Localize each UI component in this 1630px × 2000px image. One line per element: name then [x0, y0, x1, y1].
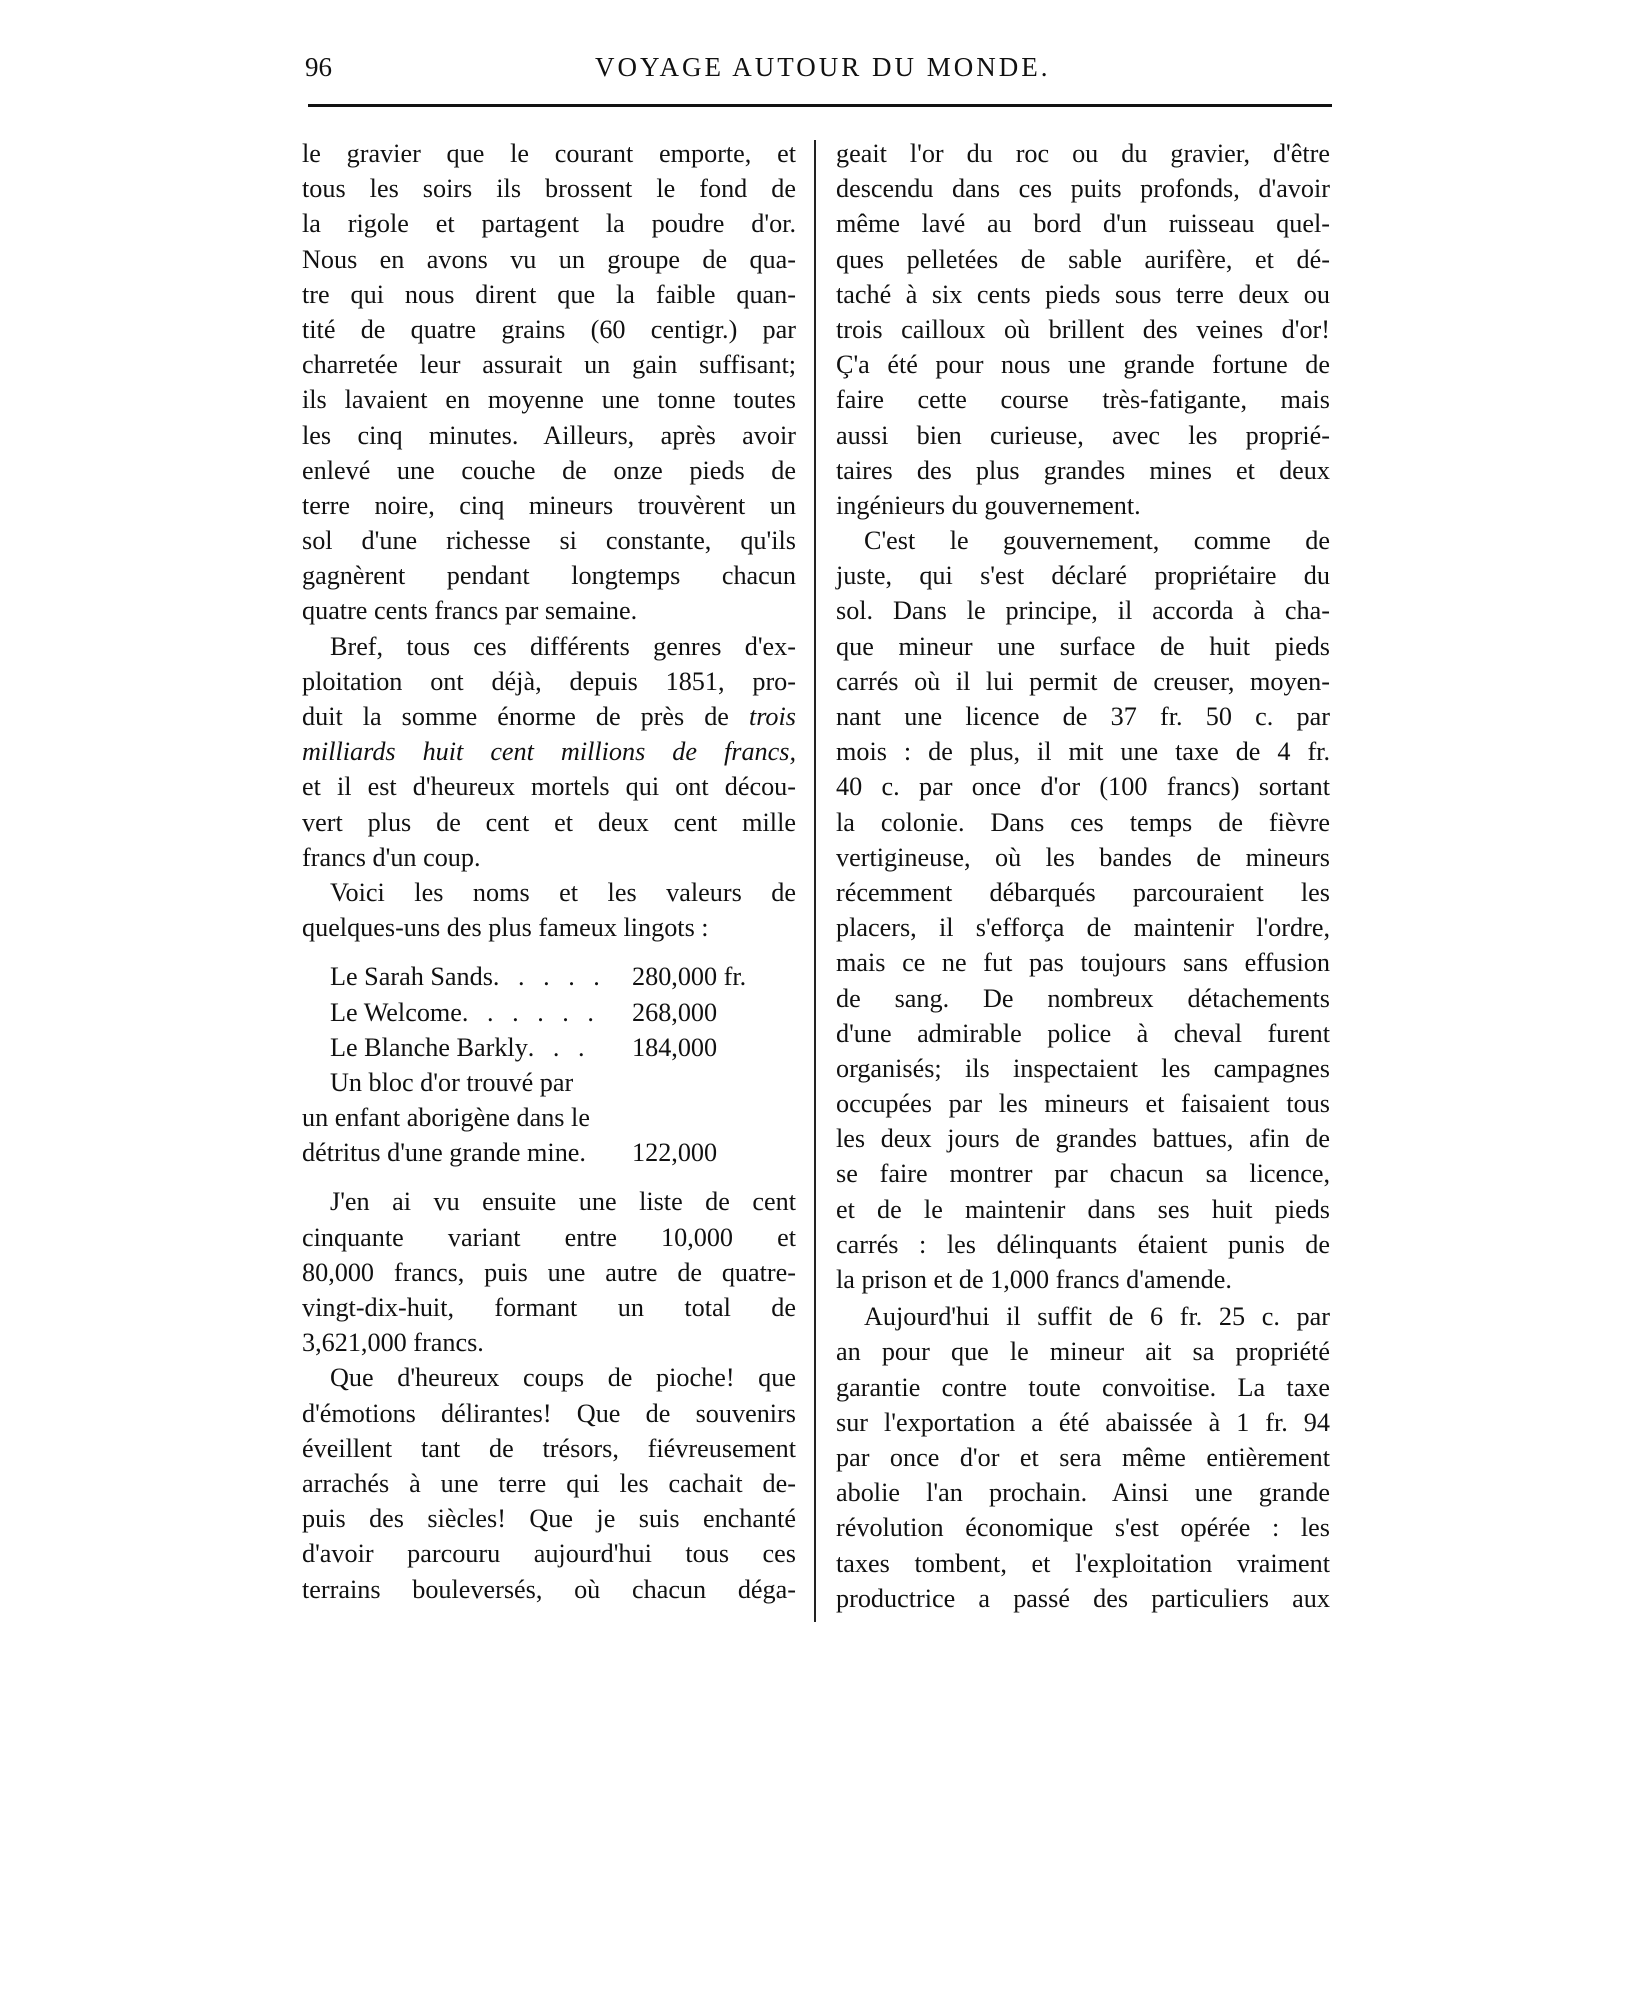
text-line: et il est d'heureux mortels qui ont décou- [302, 772, 796, 802]
text-line: Ç'a été pour nous une grande fortune de [836, 350, 1330, 380]
text-line: mois : de plus, il mit une taxe de 4 fr. [836, 737, 1330, 767]
paragraph-right-2 [836, 523, 1330, 1297]
text-line: la prison et de 1,000 francs d'amende. [836, 1265, 1232, 1294]
italic-text: trois [748, 702, 796, 731]
text-line: enlevé une couche de onze pieds de [302, 455, 796, 485]
text-line: taché à six cents pieds sous terre deux ou [836, 279, 1330, 309]
leader-dots: . . . [527, 1032, 591, 1062]
running-title: VOYAGE AUTOUR DU MONDE. [595, 52, 1051, 82]
ingot-value: 184,000 [632, 1032, 718, 1062]
ingot-name-text: Le Sarah Sands [330, 962, 493, 992]
text-line: productrice a passé des particuliers aux [836, 1583, 1330, 1613]
left-column [302, 136, 796, 1607]
text-line: vertigineuse, où les bandes de mineurs [836, 842, 1330, 872]
ingot-name: Un bloc d'or trouvé par [330, 1067, 574, 1097]
text-line: quelques-uns des plus fameux lingots : [302, 913, 709, 943]
paragraph-right-1 [836, 136, 1330, 523]
ingot-row [302, 1100, 796, 1135]
ingot-name [302, 959, 632, 994]
text-line: récemment débarqués parcouraient les [836, 877, 1330, 907]
text-line: arrachés à une terre qui les cachait de- [302, 1468, 796, 1498]
text-line: descendu dans ces puits profonds, d'avoir [836, 174, 1330, 204]
text-line: révolution économique s'est opérée : les [836, 1513, 1330, 1543]
text-line: sol. Dans le principe, il accorda à cha- [836, 596, 1330, 626]
text-line: tre qui nous dirent que la faible quan- [302, 279, 796, 309]
ingot-table [302, 959, 796, 1170]
text-line: abolie l'an prochain. Ainsi une grande [836, 1478, 1330, 1508]
text-line: charretée leur assurait un gain suffisant; [302, 350, 796, 380]
paragraph-right-3 [836, 1299, 1330, 1616]
text-line: ils lavaient en moyenne une tonne toutes [302, 385, 796, 415]
paragraph-left-2 [302, 629, 796, 875]
text-line: d'une admirable police à cheval furent [836, 1018, 1330, 1048]
running-header [305, 52, 1330, 92]
leader-dots: . . . . . . [461, 997, 600, 1027]
ingot-row [302, 1030, 796, 1065]
text-line: taires des plus grandes mines et deux [836, 455, 1330, 485]
text-line: J'en ai vu ensuite une liste de cent [330, 1187, 796, 1217]
ingot-row [302, 1065, 796, 1100]
ingot-value: 268,000 [632, 997, 718, 1027]
text-line: puis des siècles! Que je suis enchanté [302, 1504, 796, 1534]
text-line: terrains bouleversés, où chacun déga- [302, 1574, 796, 1604]
text-line: se faire montrer par chacun sa licence, [836, 1159, 1330, 1189]
text-line: placers, il s'efforça de maintenir l'ordre, [836, 913, 1330, 943]
text-line [302, 734, 796, 769]
text-line: et de le maintenir dans ses huit pieds [836, 1194, 1330, 1224]
ingot-name-text: Le Blanche Barkly [330, 1032, 528, 1062]
text-line: ploitation ont déjà, depuis 1851, pro- [302, 666, 796, 696]
text-line: les deux jours de grandes battues, afin de [836, 1124, 1330, 1154]
paragraph-left-5 [302, 1360, 796, 1606]
text-line: Nous en avons vu un groupe de qua- [302, 244, 796, 274]
right-column [836, 136, 1330, 1616]
text-line: aussi bien curieuse, avec les proprié- [836, 420, 1330, 450]
text-line: que mineur une surface de huit pieds [836, 631, 1330, 661]
column-divider [814, 140, 816, 1622]
text-line: les cinq minutes. Ailleurs, après avoir [302, 420, 796, 450]
ingot-name [302, 1030, 632, 1065]
text-line: faire cette course très-fatigante, mais [836, 385, 1330, 415]
text-line: 80,000 francs, puis une autre de quatre- [302, 1257, 796, 1287]
text-line: vingt-dix-huit, formant un total de [302, 1293, 796, 1322]
text-line: par once d'or et sera même entièrement [836, 1442, 1330, 1472]
text-line: tous les soirs ils brossent le fond de [302, 174, 796, 204]
text-line [302, 699, 796, 734]
text-line: tité de quatre grains (60 centigr.) par [302, 314, 796, 344]
text-line: cinquante variant entre 10,000 et [302, 1222, 796, 1252]
text-line: vert plus de cent et deux cent mille [302, 807, 796, 837]
text-line: carrés : les délinquants étaient punis de [836, 1229, 1330, 1259]
ingot-name [302, 995, 632, 1030]
text-line: la colonie. Dans ces temps de fièvre [836, 807, 1330, 837]
text-line: d'avoir parcouru aujourd'hui tous ces [302, 1539, 796, 1569]
text-line: 3,621,000 francs. [302, 1328, 484, 1358]
ingot-name: détritus d'une grande mine. [302, 1138, 586, 1168]
ingot-row [302, 1135, 796, 1170]
text-line: geait l'or du roc ou du gravier, d'être [836, 139, 1330, 168]
text-line: mais ce ne fut pas toujours sans effusion [836, 948, 1330, 978]
text-line: sol d'une richesse si constante, qu'ils [302, 526, 796, 556]
text-line: terre noire, cinq mineurs trouvèrent un [302, 490, 796, 520]
text-line: organisés; ils inspectaient les campagnes [836, 1053, 1330, 1083]
ingot-value: 122,000 [632, 1138, 718, 1168]
text-line: Bref, tous ces différents genres d'ex- [330, 631, 796, 661]
text-line: Voici les noms et les valeurs de [330, 877, 796, 907]
text-line: 40 c. par once d'or (100 francs) sortant [836, 772, 1330, 802]
text-line: carrés où il lui permit de creuser, moyen- [836, 666, 1330, 696]
paragraph-left-1 [302, 136, 796, 629]
ingot-value: 280,000 fr. [632, 962, 747, 992]
text-line: sur l'exportation a été abaissée à 1 fr. 94 [836, 1407, 1330, 1437]
italic-text: milliards huit cent millions de francs, [302, 737, 796, 767]
text-line: éveillent tant de trésors, fiévreusement [302, 1433, 796, 1463]
ingot-row [302, 995, 796, 1030]
text-line: même lavé au bord d'un ruisseau quel- [836, 209, 1330, 239]
text-line: de sang. De nombreux détachements [836, 983, 1330, 1013]
text-line: d'émotions délirantes! Que de souvenirs [302, 1398, 796, 1428]
text-line: gagnèrent pendant longtemps chacun [302, 561, 796, 591]
text-line: nant une licence de 37 fr. 50 c. par [836, 702, 1330, 731]
text-line: garantie contre toute convoitise. La taxe [836, 1372, 1330, 1402]
leader-dots: . . . . . [492, 962, 606, 992]
text-line: occupées par les mineurs et faisaient tous [836, 1089, 1330, 1119]
text-line: la rigole et partagent la poudre d'or. [302, 209, 796, 239]
paragraph-left-3 [302, 875, 796, 945]
text-line: Que d'heureux coups de pioche! que [330, 1363, 796, 1393]
text-line: juste, qui s'est déclaré propriétaire du [836, 561, 1330, 591]
text-line: quatre cents francs par semaine. [302, 596, 638, 626]
header-rule [308, 104, 1332, 107]
text-line: le gravier que le courant emporte, et [302, 139, 796, 168]
text-line: francs d'un coup. [302, 842, 481, 872]
ingot-row [302, 959, 796, 994]
plain-text: duit la somme énorme de près de [302, 702, 749, 731]
text-line: trois cailloux où brillent des veines d'or! [836, 314, 1330, 344]
text-line: ques pelletées de sable aurifère, et dé- [836, 244, 1330, 274]
page-number: 96 [305, 52, 332, 82]
text-line: Aujourd'hui il suffit de 6 fr. 25 c. par [864, 1302, 1330, 1332]
ingot-name: un enfant aborigène dans le [302, 1103, 590, 1133]
text-line: an pour que le mineur ait sa propriété [836, 1337, 1330, 1367]
ingot-name-text: Le Welcome [330, 997, 462, 1027]
paragraph-left-4 [302, 1184, 796, 1360]
text-line: C'est le gouvernement, comme de [864, 526, 1330, 556]
text-line: taxes tombent, et l'exploitation vraiment [836, 1548, 1330, 1578]
text-line: ingénieurs du gouvernement. [836, 490, 1141, 520]
